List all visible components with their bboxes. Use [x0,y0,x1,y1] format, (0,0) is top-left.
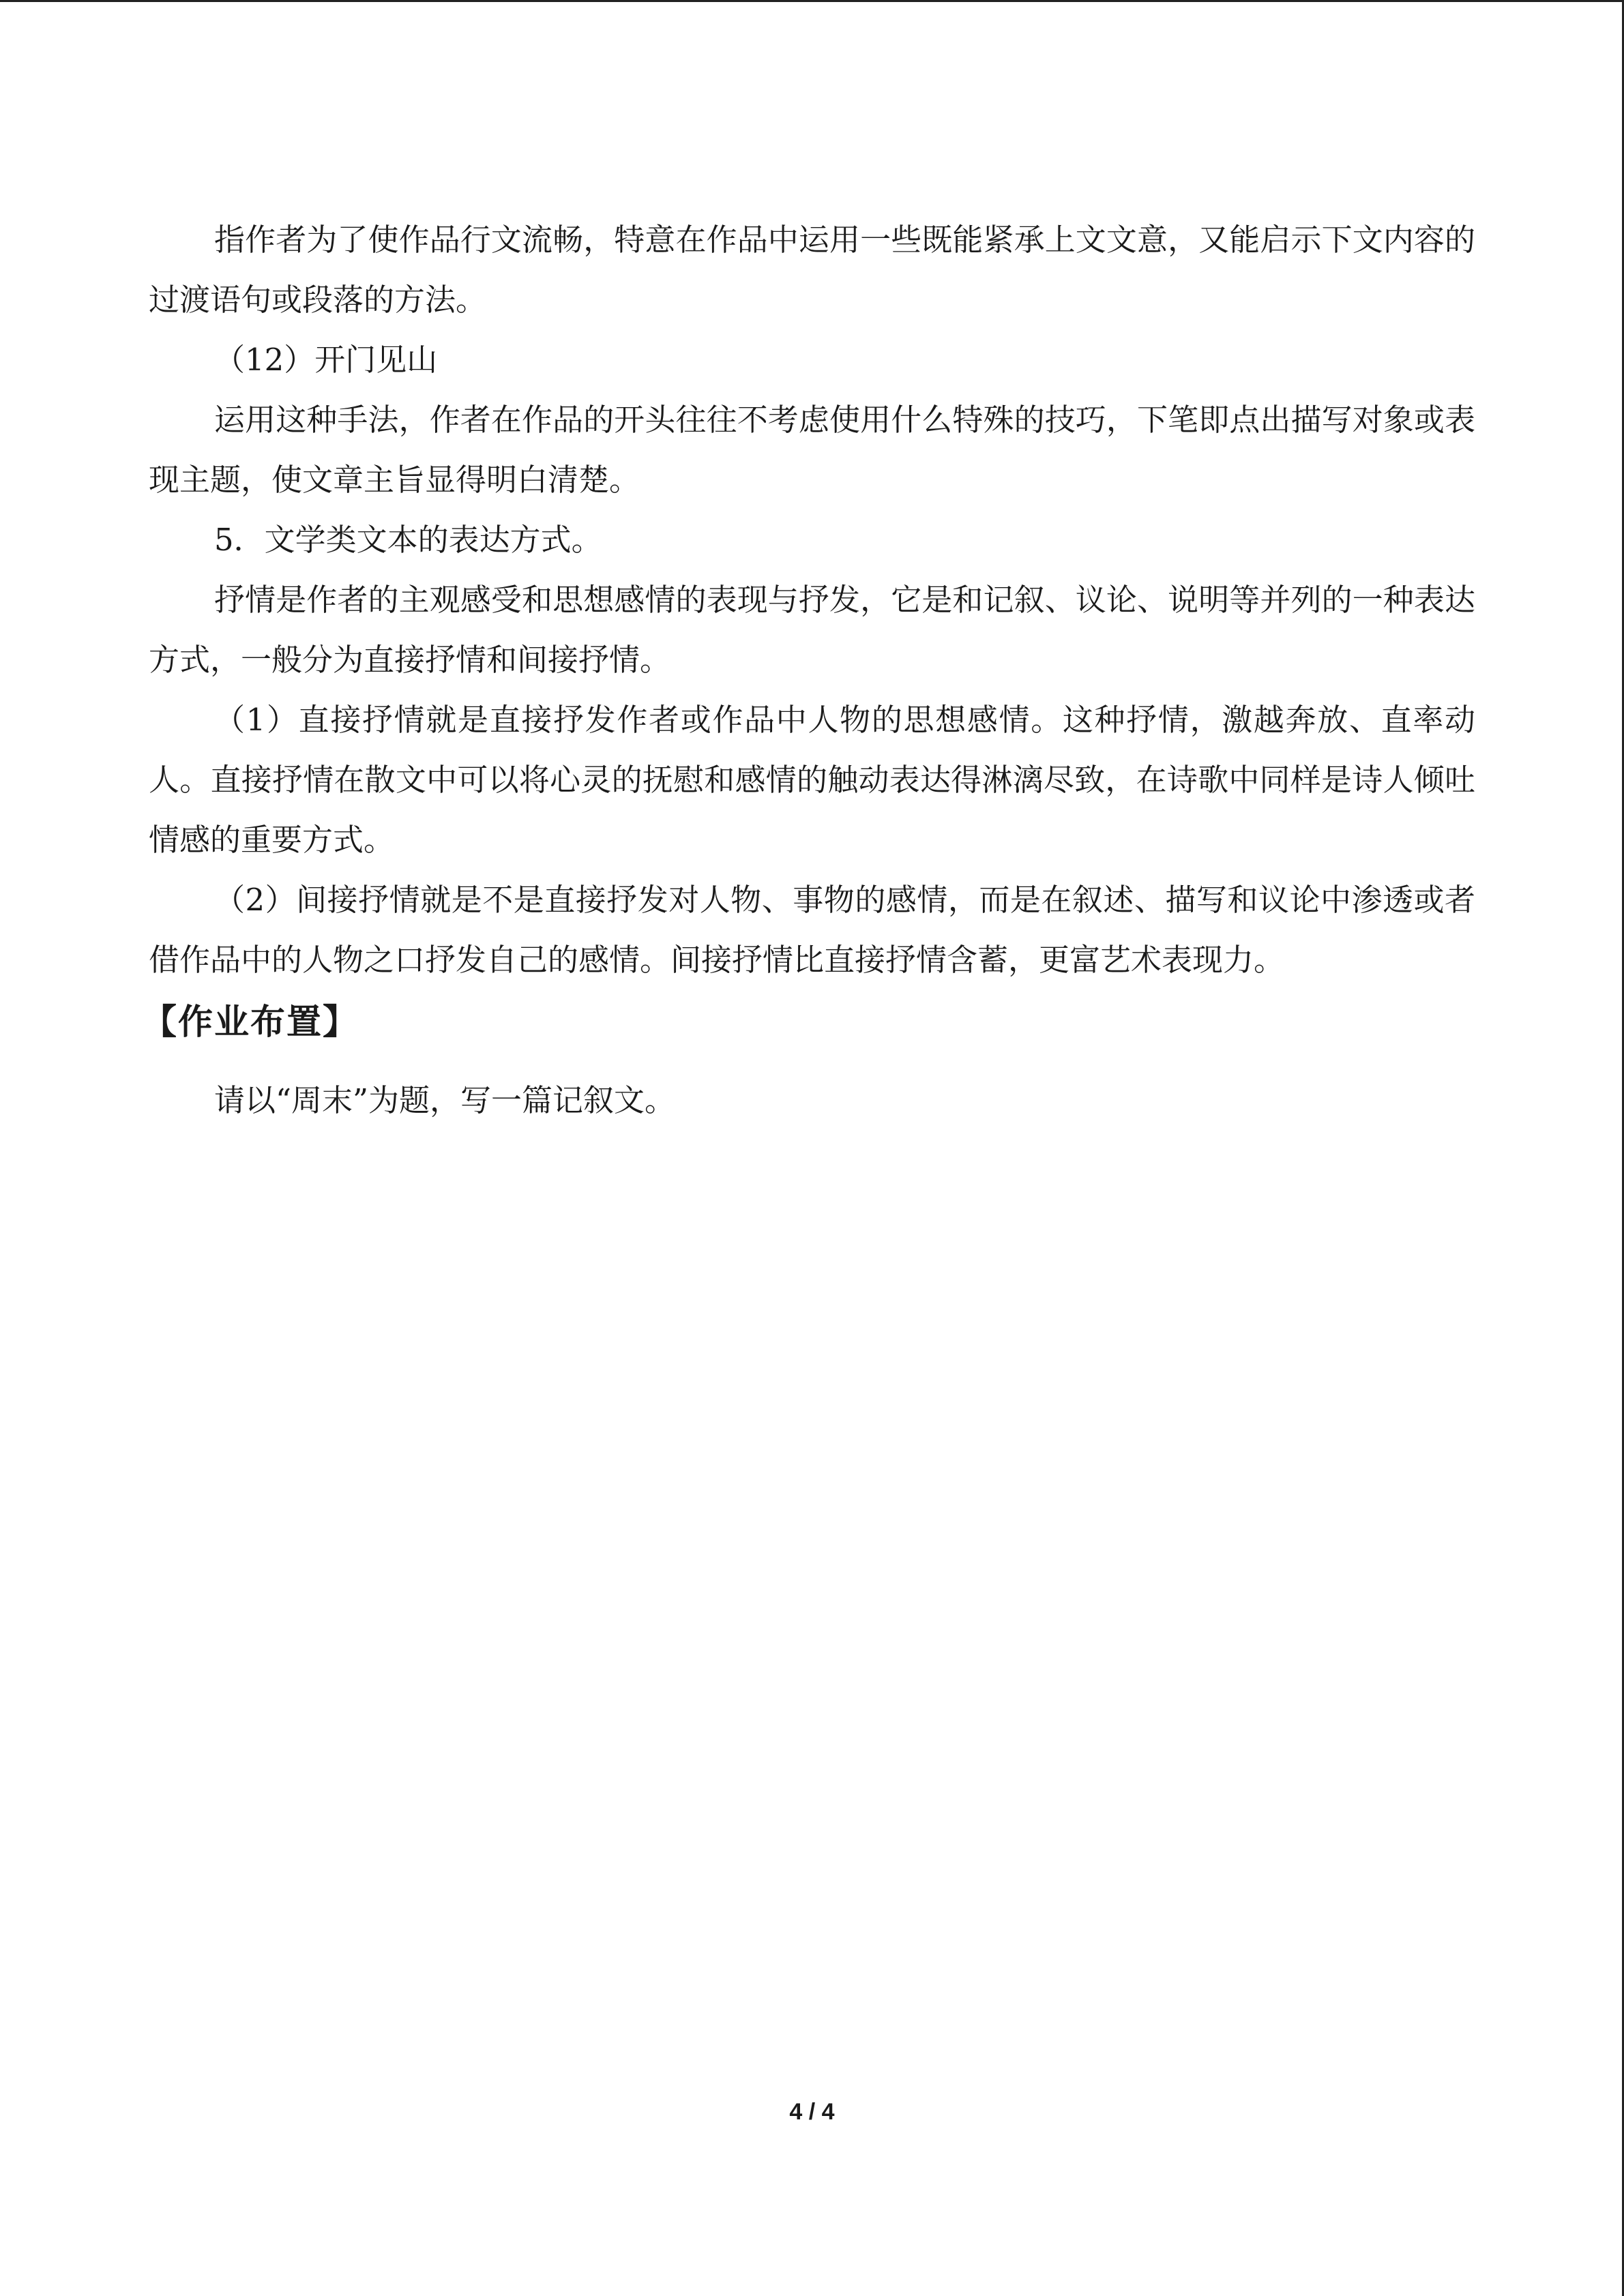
document-body [142,210,1475,1131]
paragraph-direct-lyricism: （1）直接抒情就是直接抒发作者或作品中人物的思想感情。这种抒情，激越奔放、直率动人。直接抒情在散文中可以将心灵的抚慰和感情的触动表达得淋漓尽致，在诗歌中同样是诗人倾吐情感的重要方式。 [149,702,1475,858]
item-heading-expression-modes: 5．文学类文本的表达方式。 [214,522,602,558]
paragraph-indirect-lyricism: （2）间接抒情就是不是直接抒发对人物、事物的感情，而是在叙述、描写和议论中渗透或者借作品中的人物之口抒发自己的感情。间接抒情比直接抒情含蓄，更富艺术表现力。 [149,882,1475,978]
section-heading-homework: 【作业布置】 [142,1002,359,1043]
page-number: 4 / 4 [789,2099,835,2125]
paragraph-transition-definition: 指作者为了使作品行文流畅，特意在作品中运用一些既能紧承上文文意，又能启示下文内容的过渡语句或段落的方法。 [149,222,1475,318]
paragraph-kaimen-jianshan: 运用这种手法，作者在作品的开头往往不考虑使用什么特殊的技巧，下笔即点出描写对象或表现主题，使文章主旨显得明白清楚。 [149,402,1475,498]
item-heading-kaimen-jianshan: （12）开门见山 [214,342,438,378]
paragraph-lyricism-overview: 抒情是作者的主观感受和思想感情的表现与抒发，它是和记叙、议论、说明等并列的一种表达方式，一般分为直接抒情和间接抒情。 [149,582,1475,678]
paragraph-assignment: 请以“周末”为题，写一篇记叙文。 [214,1082,676,1118]
